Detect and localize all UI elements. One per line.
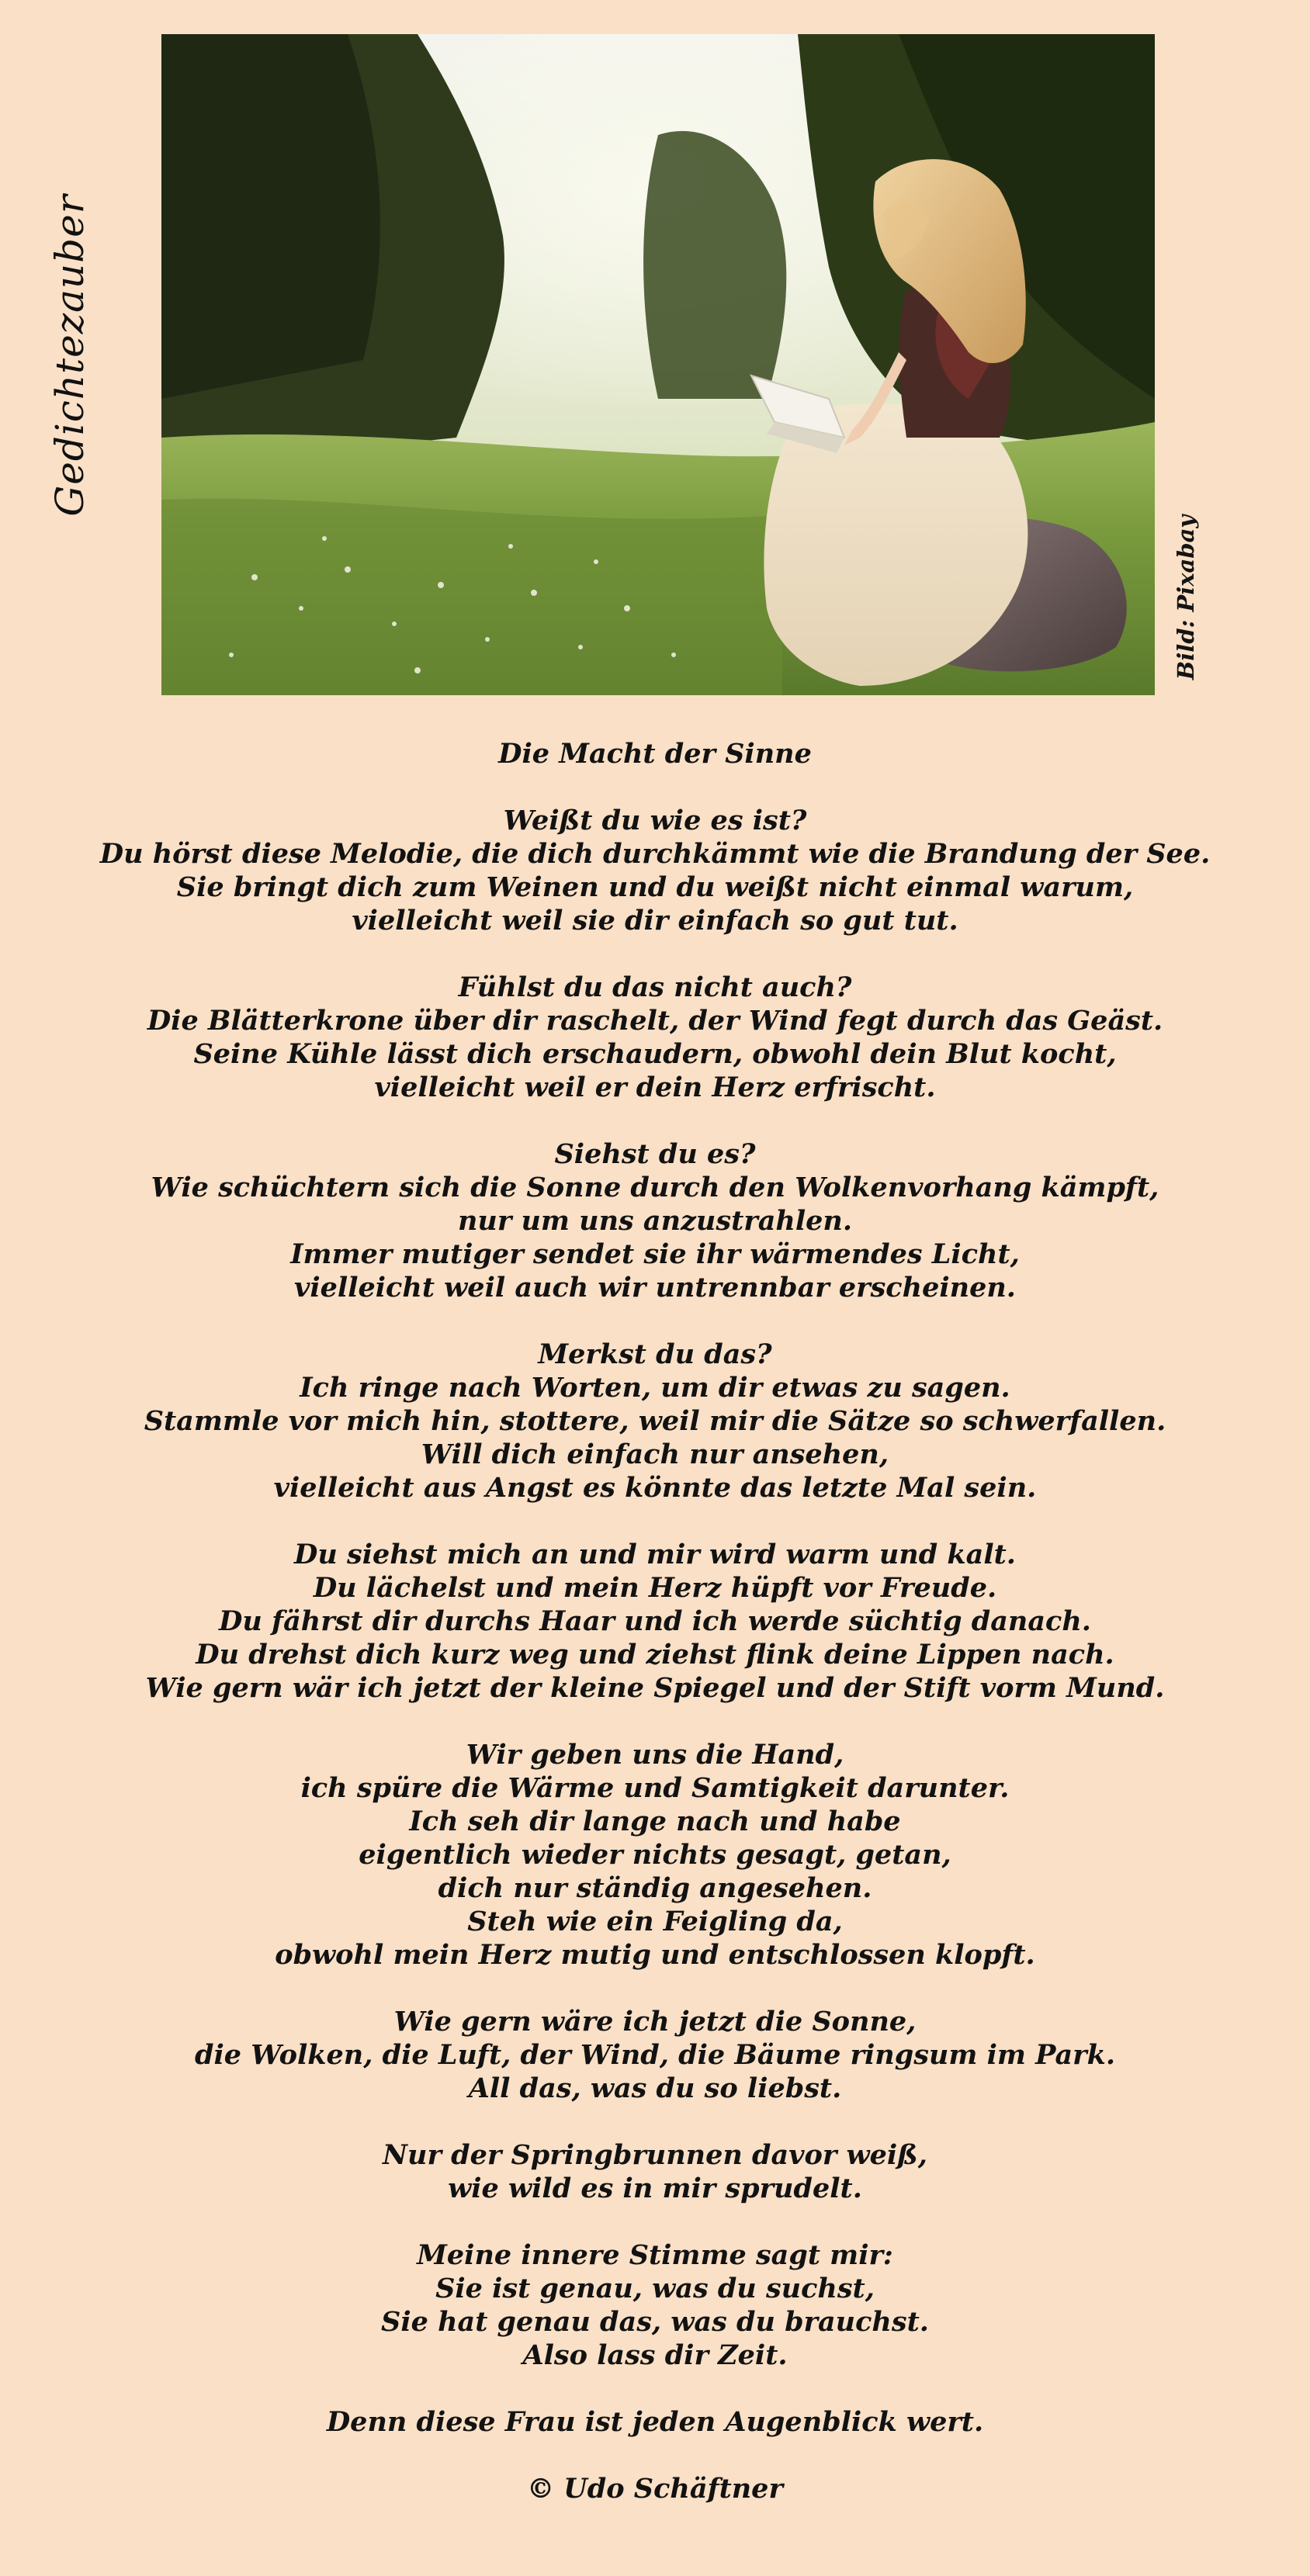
poem-line: wie wild es in mir sprudelt.	[448, 2173, 862, 2204]
poem-line: eigentlich wieder nichts gesagt, getan,	[359, 1839, 951, 1871]
poem-line: Weißt du wie es ist?	[503, 805, 807, 836]
poem-line: obwohl mein Herz mutig und entschlossen klopft.	[275, 1939, 1035, 1971]
poem	[0, 737, 1310, 2505]
copyright-notice: © Udo Schäftner	[527, 2473, 783, 2505]
poem-line: Fühlst du das nicht auch?	[458, 971, 852, 1003]
poem-line: Die Blätterkrone über dir raschelt, der Wind fegt durch das Geäst.	[147, 1005, 1163, 1037]
stanza	[0, 1538, 1310, 1705]
poem-line: vielleicht weil auch wir untrennbar erscheinen.	[294, 1272, 1016, 1304]
stanza	[0, 2005, 1310, 2105]
poem-line: dich nur ständig angesehen.	[438, 1872, 872, 1904]
image-credit: Bild: Pixabay	[1173, 514, 1199, 680]
poem-line: All das, was du so liebst.	[468, 2072, 842, 2104]
poem-line: Sie hat genau das, was du brauchst.	[381, 2306, 929, 2338]
stanza	[0, 971, 1310, 1104]
poem-line: Meine innere Stimme sagt mir:	[417, 2239, 893, 2271]
poem-line: Nur der Springbrunnen davor weiß,	[383, 2139, 927, 2171]
poem-line: Du siehst mich an und mir wird warm und kalt.	[294, 1539, 1016, 1570]
stanza	[0, 1338, 1310, 1504]
poem-title: Die Macht der Sinne	[498, 738, 812, 770]
poem-line: Also lass dir Zeit.	[522, 2339, 788, 2371]
poem-line: Ich seh dir lange nach und habe	[409, 1806, 901, 1837]
brand-logo	[23, 194, 116, 517]
poem-line: nur um uns anzustrahlen.	[457, 1205, 853, 1237]
poem-line: die Wolken, die Luft, der Wind, die Bäume ringsum im Park.	[194, 2039, 1116, 2071]
poem-line: Siehst du es?	[554, 1138, 756, 1170]
poem-line: Du hörst diese Melodie, die dich durchkämmt wie die Brandung der See.	[99, 838, 1211, 870]
poem-line: Du fährst dir durchs Haar und ich werde süchtig danach.	[219, 1605, 1091, 1637]
poem-line: Sie bringt dich zum Weinen und du weißt nicht einmal warum,	[176, 871, 1134, 903]
poem-line: Du lächelst und mein Herz hüpft vor Freude.	[313, 1572, 997, 1604]
stanza	[0, 1137, 1310, 1304]
stanza	[0, 2138, 1310, 2205]
poem-line: Wie gern wär ich jetzt der kleine Spiegel und der Stift vorm Mund.	[145, 1672, 1165, 1704]
woman-reading-in-park-photo	[161, 34, 1155, 695]
poem-line: Steh wie ein Feigling da,	[467, 1906, 843, 1937]
poem-line: vielleicht weil er dein Herz erfrischt.	[374, 1072, 936, 1103]
poem-line: Sie ist genau, was du suchst,	[435, 2273, 875, 2304]
poem-line: Wie schüchtern sich die Sonne durch den Wolkenvorhang kämpft,	[151, 1172, 1159, 1203]
poem-line: Ich ringe nach Worten, um dir etwas zu sagen.	[300, 1372, 1010, 1404]
poem-line: Stammle vor mich hin, stottere, weil mir die Sätze so schwerfallen.	[144, 1405, 1166, 1437]
poem-closing-line: Denn diese Frau ist jeden Augenblick wert.	[326, 2406, 984, 2438]
stanza	[0, 1738, 1310, 1972]
poem-line: Wie gern wäre ich jetzt die Sonne,	[393, 2006, 917, 2038]
stanza	[0, 2238, 1310, 2372]
poem-line: vielleicht aus Angst es könnte das letzte Mal sein.	[273, 1472, 1037, 1504]
poem-line: ich spüre die Wärme und Samtigkeit darunter.	[300, 1772, 1010, 1804]
poem-line: vielleicht weil sie dir einfach so gut tut.	[352, 905, 958, 937]
poem-line: Will dich einfach nur ansehen,	[421, 1439, 889, 1470]
poem-line: Du drehst dich kurz weg und ziehst flink deine Lippen nach.	[196, 1639, 1114, 1671]
poem-line: Wir geben uns die Hand,	[466, 1739, 844, 1771]
poem-line: Merkst du das?	[538, 1338, 772, 1370]
poem-line: Immer mutiger sendet sie ihr wärmendes Licht,	[290, 1238, 1020, 1270]
handwritten-signature-logo-icon: Gedichtezauber	[47, 194, 92, 517]
stanza	[0, 804, 1310, 937]
poem-line: Seine Kühle lässt dich erschaudern, obwohl dein Blut kocht,	[193, 1038, 1117, 1070]
